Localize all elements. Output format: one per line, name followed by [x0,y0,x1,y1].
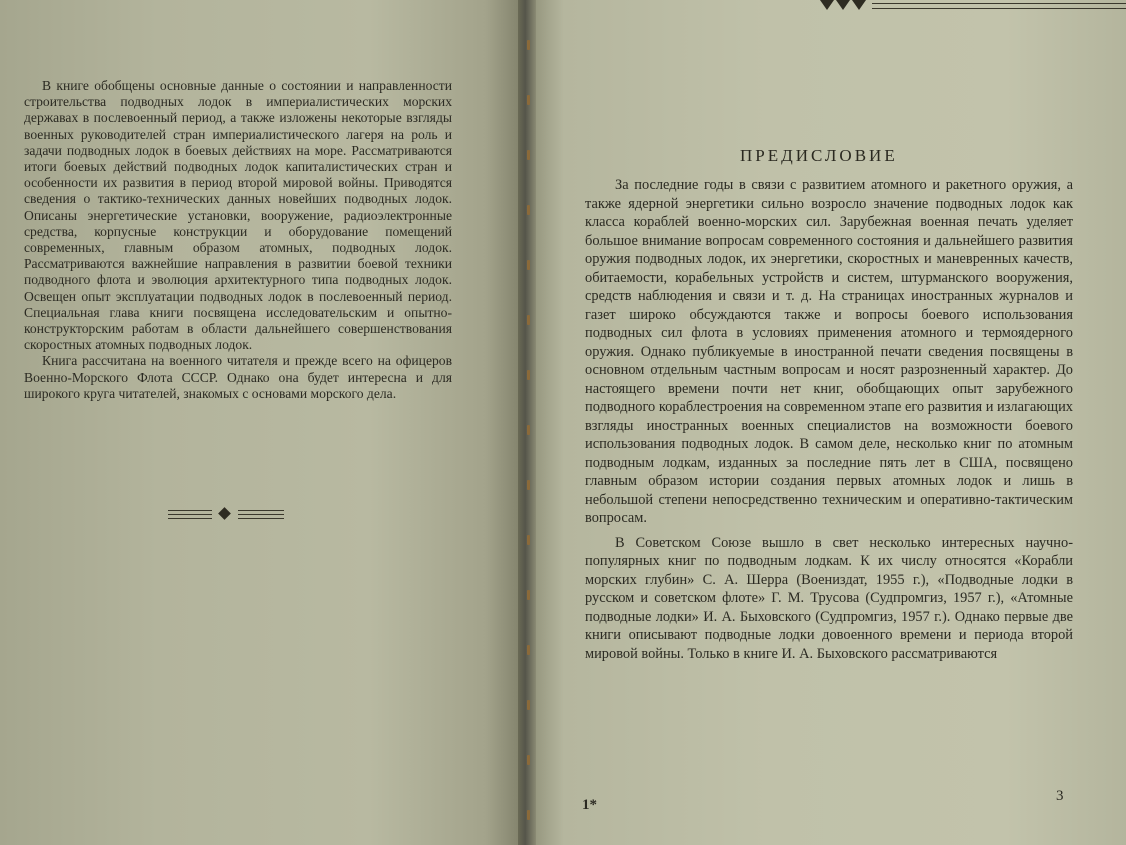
annotation-text [24,78,452,402]
preface-paragraph: За последние годы в связи с развитием атомного и ракетного оружия, а также ядерной энергетики сильно возросло значение подводных лодок как класса кораблей военно-морских сил. Зарубежная военная печать уделяет большое внимание вопросам современного состояния и дальнейшего развития оружия подводных лодок, их энергетики, скоростных и маневренных качеств, обитаемости, корабельных устройств и систем, штурманского вооружения, средств наблюдения и связи и т. д. На страницах иностранных журналов и газет широко обсуждаются также и вопросы боевого использования подводных сил флота в условиях применения атомного и термоядерного оружия. Однако публикуемые в иностранной печати сведения посвящены в основном отдельным частным вопросам и носят разрозненный характер. До настоящего времени почти нет книг, обобщающих опыт зарубежного подводного кораблестроения на современном этапе его развития и излагающих взгляды иностранных военных специалистов на возможности боевого использования подводных лодок. В самом деле, несколько книг по атомным подводным лодкам, изданных за последние пять лет в США, посвящено главным образом истории создания первых атомных лодок и лишь в небольшой степени непосредственно техническим и оперативно-тактическим вопросам. [585,177,1073,526]
binding-stitch [527,810,530,820]
binding-stitch [527,590,530,600]
binding-stitch [527,425,530,435]
chapter-heading: ПРЕДИСЛОВИЕ [740,146,898,165]
binding-stitch [527,315,530,325]
binding-stitch [527,480,530,490]
annotation-paragraph: В книге обобщены основные данные о состоянии и направленности строительства подводных лодок в империалистических морских державах в послевоенный период, а также изложены некоторые взгляды военных руководителей стран империалистического лагеря на роль и задачи подводных лодок в боевых действиях на море. Рассматриваются итоги боевых действий подводных лодок капиталистических стран и особенности их развития в период второй мировой войны. Приводятся сведения о тактико-технических данных новейших подводных лодок. Описаны энергетические установки, вооружение, радиоэлектронные средства, корпусные конструкции и оборудование помещений современных, главным образом атомных, подводных лодок. Рассматриваются важнейшие направления в развитии боевой техники подводного флота и эволюция архитектурного типа подводных лодок. Освещен опыт эксплуатации подводных лодок в послевоенный период. Специальная глава книги посвящена исследовательским и опытно-конструкторским работам в области дальнейшего совершенствования скоростных атомных подводных лодок. [24,78,452,353]
divider-ornament [168,507,286,523]
binding-stitch [527,205,530,215]
binding-stitch [527,95,530,105]
diamond-icon [218,507,231,520]
binding-stitch [527,700,530,710]
binding-stitch [527,535,530,545]
preface-paragraph: В Советском Союзе вышло в свет несколько интересных научно-популярных книг по подводным лодкам. К их числу относятся «Корабли морских глубин» С. А. Шерра (Воениздат, 1955 г.), «Подводные лодки в русском и советском флоте» Г. М. Трусова (Судпромгиз, 1957 г.), «Атомные подводные лодки» И. А. Быховского (Судпромгиз, 1957 г.). Однако первые две книги описывают подводные лодки довоенного времени и периода второй мировой войны. Только в книге И. А. Быховского рассматриваются [585,534,1073,662]
signature-mark: 1* [582,797,597,813]
preface-text [585,176,1073,663]
header-ornament [812,0,1126,16]
left-page [0,0,528,845]
binding-stitch [527,755,530,765]
annotation-paragraph: Книга рассчитана на военного читателя и прежде всего на офицеров Военно-Морского Флота СССР. Однако она будет интересна и для широкого круга читателей, знакомых с основами морского дела. [24,353,452,401]
binding-stitch [527,40,530,50]
book-spine [518,0,536,845]
page-number: 3 [1056,788,1064,804]
binding-stitch [527,370,530,380]
binding-stitch [527,645,530,655]
binding-stitch [527,260,530,270]
binding-stitch [527,150,530,160]
